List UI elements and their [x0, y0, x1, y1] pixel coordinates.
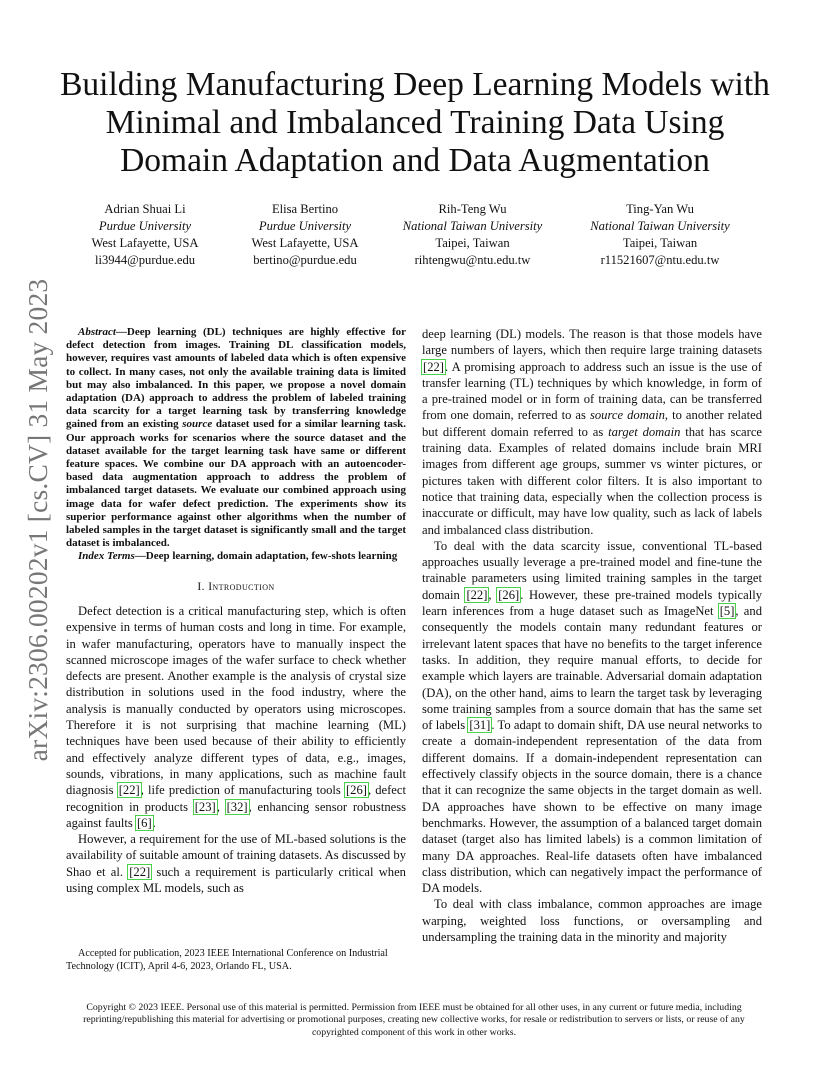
text-run: such a requirement is particularly critical when using complex ML models, such as — [66, 864, 406, 895]
intro-paragraph-3 — [422, 326, 762, 538]
author-affiliation: National Taiwan University — [402, 219, 543, 233]
citation-link[interactable]: [22] — [118, 783, 140, 798]
right-column — [422, 326, 762, 945]
text-run: , defect recognition in products — [66, 783, 406, 814]
citation-link[interactable]: [6] — [136, 815, 152, 830]
text-run: , to another related but different domain referred to as — [422, 408, 762, 439]
citation-link[interactable]: [22] — [466, 587, 488, 602]
intro-paragraph-2 — [66, 831, 406, 896]
section-title: Introduction — [208, 580, 275, 593]
text-run: To deal with the data scarcity issue, conventional TL-based approaches usually leverage a pre-trained model and fine-tune the trainable parameters using limited training samples in the target domain — [422, 538, 762, 602]
text-run: deep learning (DL) models. The reason is that those models have large numbers of layers, which then require large training datasets — [422, 327, 762, 358]
intro-paragraph-5: To deal with class imbalance, common approaches are image warping, weighted loss functions, or oversampling and undersampling the training data in the minority and majority — [422, 897, 762, 944]
author-email[interactable]: li3944@purdue.edu — [94, 253, 196, 267]
author-1 — [60, 201, 230, 269]
author-email[interactable]: rihtengwu@ntu.edu.tw — [414, 253, 531, 267]
text-run: However, a requirement for the use of ML-based solutions is the availability of suitable amount of training datasets. As discussed by Shao et al. — [66, 832, 406, 879]
author-affiliation: National Taiwan University — [590, 219, 730, 233]
emphasis: source domain — [589, 408, 665, 423]
citation-link[interactable]: [23] — [194, 799, 216, 814]
text-run: . However, these pre-trained models typically learn inferences from a huge dataset such as ImageNet — [422, 587, 762, 619]
text-run: that has scarce training data. Examples of related domains include brain MRI images from different age groups, summer vs winter pictures, or pictures taken with different color filters. It is also important to notice that training data, especially when the collection process is inaccurate or difficult, may have low quality, such as lack of labels and imbalanced class distribution. — [422, 424, 763, 537]
citation-link[interactable]: [32] — [226, 799, 248, 814]
author-affiliation: Purdue University — [258, 219, 352, 233]
copyright-notice: Copyright © 2023 IEEE. Personal use of this material is permitted. Permission from IEEE must be obtained for all other uses, in any current or future media, including reprinting/republishing this material for advertising or promotional purposes, creating new collective works, for resale or redistribution to servers or lists, or reuse of any copyrighted component of this work in other works. — [83, 1002, 745, 1038]
author-location: West Lafayette, USA — [91, 236, 199, 250]
paper-title: Building Manufacturing Deep Learning Models with Minimal and Imbalanced Training Data Using Domain Adaptation and Data Augmentation — [60, 66, 770, 179]
author-location: West Lafayette, USA — [251, 236, 359, 250]
text-run: , life prediction of manufacturing tools — [140, 783, 345, 798]
author-name: Adrian Shuai Li — [104, 202, 186, 216]
author-4 — [575, 201, 745, 269]
text-run: , — [216, 799, 226, 814]
emphasis: target domain — [608, 424, 681, 439]
citation-link[interactable]: [5] — [719, 604, 735, 619]
citation-link[interactable]: [22] — [423, 359, 444, 374]
author-name: Rih-Teng Wu — [438, 202, 507, 216]
citation-link[interactable]: [31] — [469, 718, 491, 733]
text-run: Defect detection is a critical manufacturing step, which is often expensive in terms of human costs and long in time. For example, in wafer manufacturing, operators have to manually inspect the scanned microscope images of the wafer surface to check whether defects are present. Another example is the analysis of crystal size distribution in solutions used in the food industry, where the analysis is manually conducted by operators using microscopes. Therefore it is not surprising that machine learning (ML) techniques have been used because of their ability to efficiently and effectively analyze different types of data, e.g., images, sounds, vibrations, in many applications, such as machine fault diagnosis — [66, 603, 406, 798]
text-run: , enhancing sensor robustness against faults — [66, 799, 407, 830]
arxiv-stamp: arXiv:2306.00202v1 [cs.CV] 31 May 2023 — [22, 278, 53, 762]
author-2 — [230, 201, 380, 269]
section-numeral: I. — [197, 580, 209, 593]
left-column — [66, 326, 406, 896]
citation-link[interactable]: [22] — [129, 864, 151, 879]
index-terms-text: —Deep learning, domain adaptation, few-shots learning — [134, 550, 398, 563]
author-3 — [390, 201, 555, 269]
author-location: Taipei, Taiwan — [622, 236, 698, 250]
text-run: . — [152, 815, 156, 830]
text-run: , and consequently the models contain many redundant features or irrelevant latent spaces that have no benefits to the target inference tasks. In addition, they require manual efforts, to decide for example which layers are trainable. Adversarial domain adaptation (DA), on the other hand, aims to learn the target task by leveraging some training samples from a source domain that has the same set of labels — [422, 604, 762, 733]
author-name: Elisa Bertino — [271, 202, 339, 216]
author-affiliation: Purdue University — [98, 219, 192, 233]
intro-paragraph-4 — [422, 538, 762, 897]
abstract-emphasis: source — [182, 418, 213, 431]
abstract-lead: Abstract — [78, 326, 116, 338]
section-heading — [66, 579, 406, 595]
index-terms-lead: Index Terms — [78, 550, 135, 563]
text-run: . To adapt to domain shift, DA use neural networks to create a domain-independent representation of the data from different domains. If a domain-independent representation can effectively classify objects in the source domain, there is a chance that it can recognize the same objects in the target domain as well. DA approaches have shown to be effective on many image benchmarks. However, the assumption of a balanced target domain dataset (target also has limited labels) is a common limitation of many DA approaches. Real-life datasets often have imbalanced class distribution, which can negatively impact the performance of DA models. — [422, 718, 762, 896]
citation-link[interactable]: [26] — [498, 587, 520, 602]
footnote: Accepted for publication, 2023 IEEE International Conference on Industrial Technology (ICIT), April 4-6, 2023, Orlando FL, USA. — [66, 948, 388, 972]
author-email[interactable]: r11521607@ntu.edu.tw — [600, 253, 720, 267]
citation-link[interactable]: [26] — [345, 783, 367, 798]
abstract-text: dataset used for a similar learning task. Our approach works for scenarios where the source dataset and the dataset available for the target learning task have same or different feature spaces. We combine our DA approach with an autoencoder-based data augmentation approach to address the problem of imbalanced target datasets. We evaluate our combined approach using image data for wafer defect prediction. The experiments show its superior performance against other algorithms when the number of labeled samples in the target dataset is significantly small and the target dataset is imbalanced. — [66, 418, 406, 550]
index-terms — [66, 550, 406, 563]
abstract-text: —Deep learning (DL) techniques are highly effective for defect detection from images. Training DL classification models, however, requires vast amounts of labeled data which is often expensive to collect. In many cases, not only the available training data is limited but may also imbalanced. In this paper, we propose a novel domain adaptation (DA) approach to address the problem of labeled training data scarcity for a target learning task by transferring knowledge gained from an existing — [66, 326, 406, 431]
author-name: Ting-Yan Wu — [626, 202, 694, 216]
text-run: , — [488, 587, 498, 602]
author-email[interactable]: bertino@purdue.edu — [253, 253, 357, 267]
author-location: Taipei, Taiwan — [435, 236, 510, 250]
intro-paragraph-1 — [66, 603, 406, 831]
author-block — [60, 201, 770, 271]
abstract — [66, 326, 406, 550]
text-run: . A promising approach to address such an issue is the use of transfer learning (TL) techniques by which knowledge, in form of a pre-trained model or in form of training data, can be transferred from one domain, referred to as — [422, 359, 762, 423]
